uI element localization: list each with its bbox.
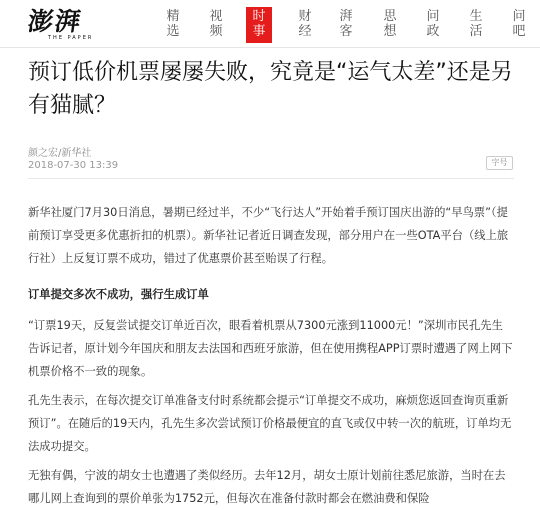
font-size-button[interactable]: 字号 <box>486 156 513 170</box>
article-paragraph: 孔先生表示，在每次提交订单准备支付时系统都会提示“订单提交不成功，麻烦您返回查询页重新预订”。在随后的19天内，孔先生多次尝试预订价格最便宜的直飞或仅中转一次的航班，订单均无法成功提交。 <box>28 394 512 453</box>
nav-item-paike[interactable]: 湃客 <box>339 9 353 39</box>
article-title: 预订低价机票屡屡失败，究竟是“运气太差”还是另有猫腻？ <box>28 60 513 118</box>
article-date: 2018-07-30 13:39 <box>28 160 119 171</box>
nav-item-life[interactable]: 生活 <box>469 9 483 39</box>
article-paragraph: “订票19天，反复尝试提交订单近百次，眼看着机票从7300元涨到11000元！”深圳市民孔先生告诉记者，原计划今年国庆和朋友去法国和西班牙旅游，但在使用携程APP订票时遭遇了网上网下机票价格不一致的现象。 <box>28 319 513 378</box>
nav-item-video[interactable]: 视频 <box>209 9 223 39</box>
logo-text: 澎湃 <box>26 7 85 36</box>
logo-subtext: THE PAPER <box>48 35 94 41</box>
main-nav <box>0 0 540 48</box>
article-subheading: 订单提交多次不成功，强行生成订单 <box>28 288 209 301</box>
nav-item-thought[interactable]: 思想 <box>383 9 397 39</box>
nav-item-finance[interactable]: 财经 <box>298 9 312 39</box>
article-paragraph: 新华社厦门7月30日消息，暑期已经过半，不少“飞行达人”开始着手预订国庆出游的“早鸟票”（提前预订享受更多优惠折扣的机票）。新华社记者近日调查发现，部分用户在一些OTA平台（线上旅行社）上反复订票不成功，错过了优惠票价甚至贻误了行程。 <box>28 206 509 265</box>
article-paragraph: 无独有偶，宁波的胡女士也遭遇了类似经历。去年12月，胡女士原计划前往悉尼旅游，当时在去哪儿网上查询到的票价单张为1752元，但每次在准备付款时都会在燃油费和保险 <box>28 469 506 505</box>
meta-divider <box>28 178 514 179</box>
nav-item-wenzheng[interactable]: 问政 <box>426 9 440 39</box>
article-author[interactable]: 颜之宏/新华社 <box>28 148 92 159</box>
nav-item-current-affairs[interactable]: 时事 <box>246 7 272 43</box>
nav-item-jingxuan[interactable]: 精选 <box>166 9 180 39</box>
site-header <box>0 0 540 48</box>
nav-item-wenba[interactable]: 问吧 <box>512 9 526 39</box>
